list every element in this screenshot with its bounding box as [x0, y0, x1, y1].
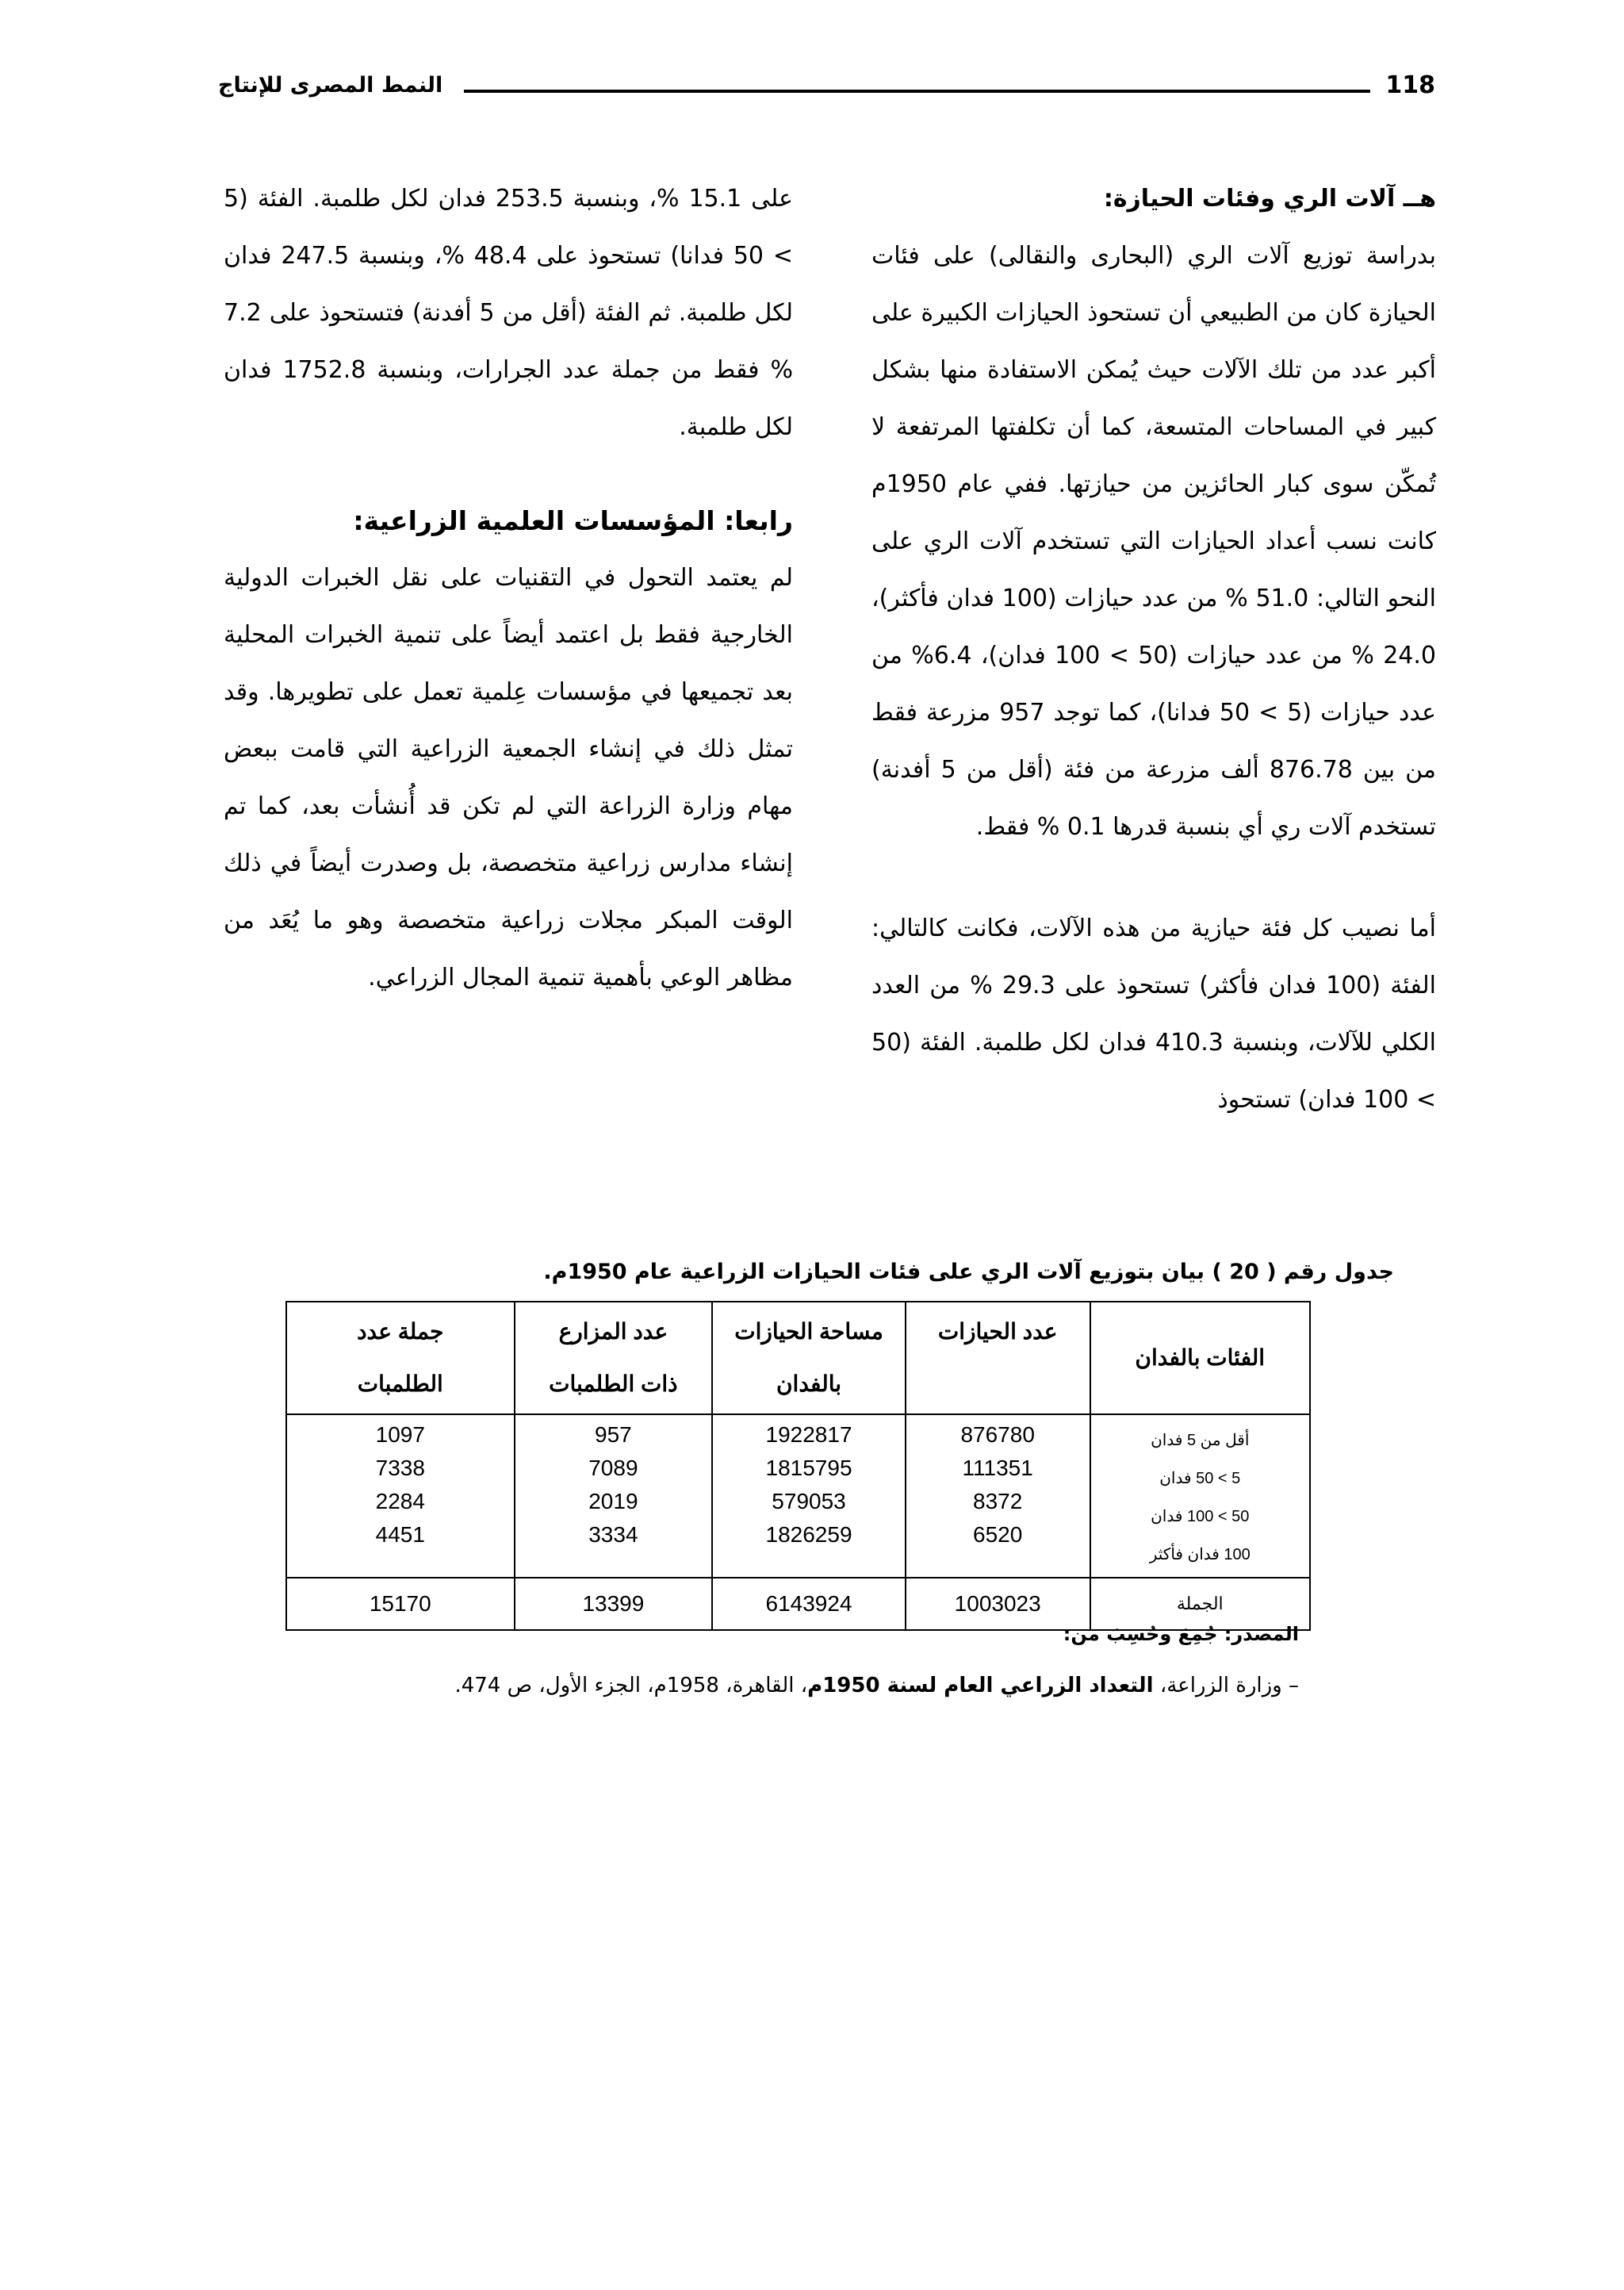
paragraph-irrigation-distribution: بدراسة توزيع آلات الري (البحارى والنقالى) على فئات الحيازة كان من الطبيعي أن تستحوذ الحيازات الكبيرة على أكبر عدد من تلك الآلات حيث يُمكن الاستفادة منها بشكل كبير في المساحات المتسعة، كما أن تكلفتها المرتفعة لا تُمكّن سوى كبار الحائزين من حيازتها. ففي عام 1950م كانت نسب أعداد الحيازات التي تستخدم آلات الري على النحو التالي: 51.0 % من عدد حيازات (100 فدان فأكثر)، 24.0 % من عدد حيازات (50 > 100 فدان)، 6.4% من عدد حيازات (5 > 50 فدانا)، كما توجد 957 مزرعة فقط من بين 876.78 ألف مزرعة من فئة (أقل من 5 أفدنة) تستخدم آلات ري أي بنسبة قدرها 0.1 % فقط.: [871, 242, 1437, 841]
header-total-pumps: جملة عدد الطلمبات: [286, 1302, 515, 1414]
total-holdings-cell: 1003023: [906, 1578, 1090, 1630]
header-category: الفئات بالفدان: [1090, 1302, 1310, 1414]
header-farms-with-pumps: عدد المزارع ذات الطلمبات: [515, 1302, 713, 1414]
table-header-row: [286, 1302, 1310, 1414]
holdings-cell: 111351: [962, 1456, 1033, 1480]
header-rule: [464, 90, 1370, 93]
pumps-cell: 4451: [375, 1522, 425, 1547]
farms-cell: 957: [595, 1422, 632, 1447]
page-number: 118: [1385, 71, 1435, 99]
paragraph-category-share: أما نصيب كل فئة حيازية من هذه الآلات، فكانت كالتالي: الفئة (100 فدان فأكثر) تستحوذ على 29.3 % من العدد الكلي للآلات، وبنسبة 410.3 فدان لكل طلمبة. الفئة (50 > 100 فدان) تستحوذ: [871, 915, 1437, 1114]
category-cell: 5 > 50 فدان: [1159, 1470, 1241, 1487]
area-cell: 1826259: [765, 1522, 852, 1547]
area-column: [712, 1414, 906, 1578]
irrigation-table: [285, 1301, 1311, 1631]
category-cell: أقل من 5 فدان: [1151, 1432, 1250, 1449]
header-holdings-count: عدد الحيازات: [906, 1302, 1090, 1414]
area-cell: 1815795: [765, 1456, 852, 1480]
farms-column: [515, 1414, 713, 1578]
paragraph-category-share-continued: على 15.1 %، وبنسبة 253.5 فدان لكل طلمبة. الفئة (5 > 50 فدانا) تستحوذ على 48.4 %، وبنسبة 247.5 فدان لكل طلمبة. ثم الفئة (أقل من 5 أفدنة) فتستحوذ على 7.2 % فقط من جملة عدد الجرارات، وبنسبة 1752.8 فدان لكل طلمبة.: [224, 185, 793, 441]
holdings-cell: 8372: [973, 1489, 1023, 1513]
pumps-cell: 7338: [375, 1456, 425, 1480]
total-farms-cell: 13399: [515, 1578, 713, 1630]
farms-cell: 2019: [588, 1489, 638, 1513]
left-column: [224, 171, 793, 1007]
page-header: [218, 70, 1435, 102]
section-heading-institutions: رابعا: المؤسسات العلمية الزراعية:: [353, 505, 793, 536]
holdings-cell: 6520: [973, 1522, 1023, 1547]
pumps-cell: 1097: [375, 1422, 425, 1447]
category-column: [1090, 1414, 1310, 1578]
total-pumps-cell: 15170: [286, 1578, 515, 1630]
holdings-cell: 876780: [960, 1422, 1035, 1447]
farms-cell: 3334: [588, 1522, 638, 1547]
pumps-column: [286, 1414, 515, 1578]
paragraph-institutions: لم يعتمد التحول في التقنيات على نقل الخبرات الدولية الخارجية فقط بل اعتمد أيضاً على تنمية الخبرات المحلية بعد تجميعها في مؤسسات عِلمية تعمل على تطويرها. وقد تمثل ذلك في إنشاء الجمعية الزراعية التي قامت ببعض مهام وزارة الزراعة التي لم تكن قد أُنشأت بعد، كما تم إنشاء مدارس زراعية متخصصة، بل وصدرت أيضاً في ذلك الوقت المبكر مجلات زراعية متخصصة وهو ما يُعَد من مظاهر الوعي بأهمية تنمية المجال الزراعي.: [224, 564, 793, 992]
section-heading-irrigation: هــ آلات الري وفئات الحيازة:: [1103, 185, 1436, 213]
total-area-cell: 6143924: [712, 1578, 906, 1630]
farms-cell: 7089: [588, 1456, 638, 1480]
header-holdings-area: مساحة الحيازات بالفدان: [712, 1302, 906, 1414]
category-cell: 50 > 100 فدان: [1151, 1508, 1250, 1525]
category-cell: 100 فدان فأكثر: [1149, 1546, 1251, 1563]
area-cell: 1922817: [765, 1422, 852, 1447]
total-category-cell: الجملة: [1090, 1578, 1310, 1630]
running-title: النمط المصرى للإنتاج: [218, 73, 443, 98]
table-body: [286, 1414, 1310, 1578]
source-citation: [454, 1670, 1299, 1701]
pumps-cell: 2284: [375, 1489, 425, 1513]
table-caption: جدول رقم ( 20 ) بيان بتوزيع آلات الري على فئات الحيازات الزراعية عام 1950م.: [543, 1260, 1394, 1284]
source-suffix: ، القاهرة، 1958م، الجزء الأول، ص 474.: [454, 1674, 808, 1697]
holdings-column: [906, 1414, 1090, 1578]
source-label: المصدر: جُمِعَ وحُسِبَ من:: [1063, 1623, 1299, 1645]
source-prefix: – وزارة الزراعة،: [1153, 1674, 1299, 1697]
area-cell: 579053: [772, 1489, 846, 1513]
source-title: التعداد الزراعي العام لسنة 1950م: [807, 1674, 1154, 1697]
right-column: [871, 171, 1436, 1129]
